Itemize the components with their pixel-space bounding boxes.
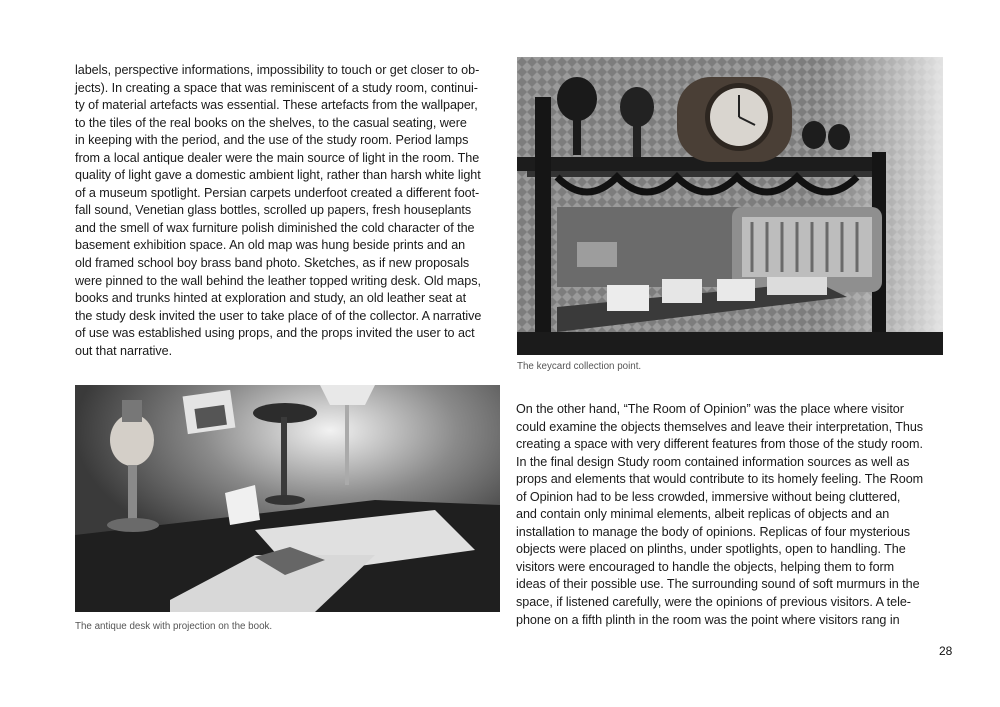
right-text-line: of Opinion had to be less crowded, immersive without being cluttered, xyxy=(516,489,901,504)
antique-desk-photo xyxy=(75,385,500,612)
right-text-line: visitors were encouraged to handle the objects, helping them to form xyxy=(516,559,895,574)
keycard-collection-photo xyxy=(517,57,943,355)
right-text-line: phone on a fifth plinth in the room was the point where visitors rang in xyxy=(516,612,900,627)
left-text-line: jects). In creating a space that was reminiscent of a study room, continui- xyxy=(75,80,478,95)
desk-photo-caption: The antique desk with projection on the book. xyxy=(75,621,273,632)
right-text-line: objects were placed on plinths, under spotlights, open to handling. The xyxy=(516,542,906,557)
left-text-line: labels, perspective informations, impossibility to touch or get closer to ob- xyxy=(75,63,480,77)
right-text-line: and contain only minimal elements, albeit replicas of objects and an xyxy=(516,507,890,522)
left-text-line: quality of light gave a domestic ambient light, rather than harsh white light xyxy=(75,168,481,183)
left-text-line: from a local antique dealer were the main source of light in the room. The xyxy=(75,150,480,165)
left-text-line: of use was established using props, and the props invited the user to act xyxy=(75,326,475,341)
left-text-line: in keeping with the period, and the use of the study room. Period lamps xyxy=(75,133,469,148)
right-text-line: props and elements that would contribute to its homely feeling. The Room xyxy=(516,472,924,487)
left-text-line: fall sound, Venetian glass bottles, scrolled up papers, fresh houseplants xyxy=(75,203,472,218)
right-text-line: could examine the objects themselves and leave their interpretation, Thus xyxy=(516,419,924,434)
right-text-line: creating a space with very different features from those of the study room. xyxy=(516,437,923,452)
right-text-line: installation to manage the body of opinions. Replicas of four mysterious xyxy=(516,524,911,539)
right-text-column xyxy=(516,401,948,629)
left-text-line: of a museum spotlight. Persian carpets underfoot created a different foot- xyxy=(75,185,480,200)
left-text-line: the study desk invited the user to take place of of the collector. A narrative xyxy=(75,308,482,323)
left-text-line: ty of material artefacts was essential. These artefacts from the wallpaper, xyxy=(75,98,478,113)
right-text-line: space, if listened carefully, were the opinions of previous visitors. A tele- xyxy=(516,595,911,610)
right-text-line: ideas of their possible use. The surrounding sound of soft murmurs in the xyxy=(516,577,920,592)
clock-photo-caption: The keycard collection point. xyxy=(517,361,642,372)
left-text-line: to the tiles of the real books on the shelves, to the casual seating, were xyxy=(75,115,467,130)
left-text-line: and the smell of wax furniture polish diminished the cold character of the xyxy=(75,220,475,235)
left-text-column xyxy=(75,62,505,360)
left-text-line: out that narrative. xyxy=(75,343,173,358)
left-text-line: old framed school boy brass band photo. Sketches, as if new proposals xyxy=(75,256,470,271)
left-text-line: basement exhibition space. An old map was hung beside prints and an xyxy=(75,238,466,253)
left-text-line: books and trunks hinted at exploration and study, an old leather seat at xyxy=(75,291,467,306)
right-paragraph xyxy=(516,401,948,629)
left-paragraph xyxy=(75,62,505,360)
left-text-line: were pinned to the wall behind the leather topped writing desk. Old maps, xyxy=(75,273,481,288)
page-number: 28 xyxy=(939,644,953,658)
right-text-line: In the final design Study room contained information sources as well as xyxy=(516,454,910,469)
right-text-line: On the other hand, “The Room of Opinion” was the place where visitor xyxy=(516,402,904,416)
